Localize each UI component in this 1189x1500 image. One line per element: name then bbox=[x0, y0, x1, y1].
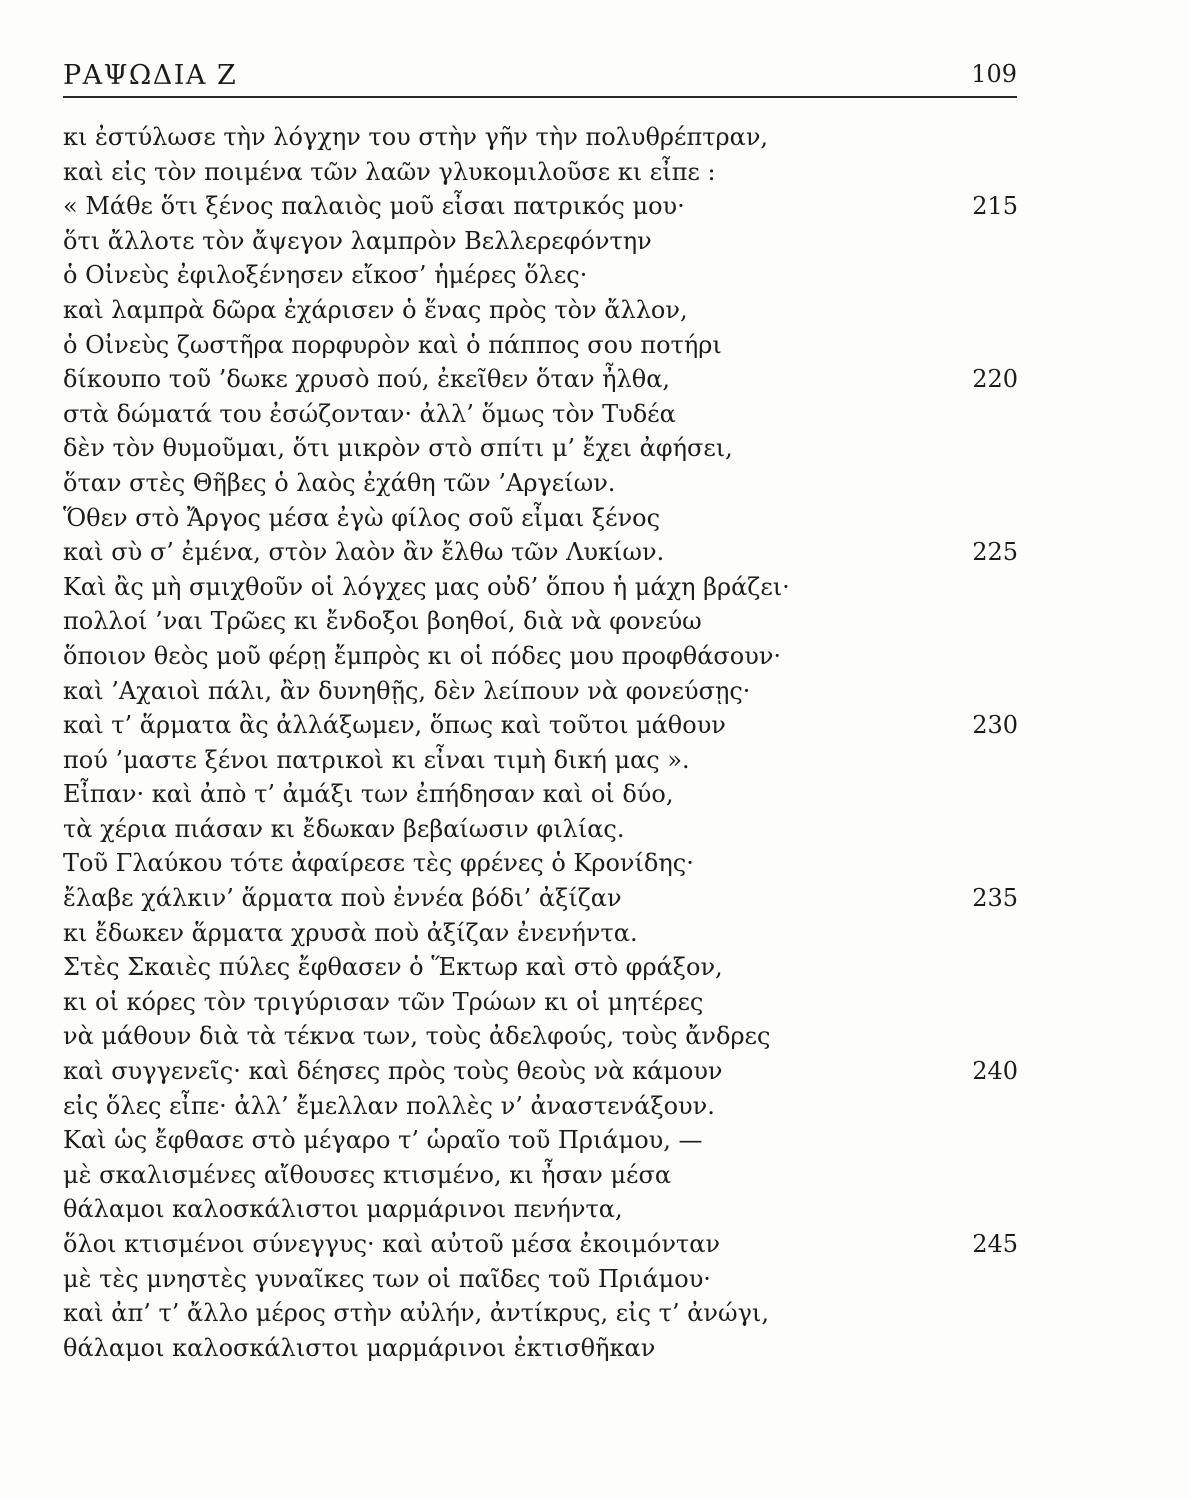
verse-line bbox=[63, 604, 1018, 639]
verse-text: ὁ Οἰνεὺς ἐφιλοξένησεν εἴκοσ’ ἡμέρες ὅλες· bbox=[63, 261, 588, 290]
verse-line bbox=[63, 466, 1018, 501]
verse-text: καὶ συγγενεῖς· καὶ δέησες πρὸς τοὺς θεοὺς νὰ κάμουν bbox=[63, 1057, 723, 1086]
verse-text: εἰς ὅλες εἶπε· ἀλλ’ ἔμελλαν πολλὲς ν’ ἀναστενάξουν. bbox=[63, 1091, 715, 1120]
verse-line bbox=[63, 639, 1018, 674]
verse-text: ὅποιον θεὸς μοῦ φέρῃ ἔμπρὸς κι οἱ πόδες μου προφθάσουν· bbox=[63, 641, 782, 670]
verse-text: πού ’μαστε ξένοι πατρικοὶ κι εἶναι τιμὴ δική μας ». bbox=[63, 745, 690, 774]
verse-line bbox=[63, 674, 1018, 709]
verse-number: 240 bbox=[972, 1057, 1018, 1086]
verse-line bbox=[63, 812, 1018, 847]
verse-text: ὅταν στὲς Θῆβες ὁ λαὸς ἐχάθη τῶν ’Αργείων. bbox=[63, 468, 616, 497]
verse-line bbox=[63, 846, 1018, 881]
verse-line bbox=[63, 777, 1018, 812]
verse-line bbox=[63, 120, 1018, 155]
verse-text: τὰ χέρια πιάσαν κι ἔδωκαν βεβαίωσιν φιλίας. bbox=[63, 814, 625, 843]
verse-text: καὶ λαμπρὰ δῶρα ἐχάρισεν ὁ ἕνας πρὸς τὸν ἄλλον, bbox=[63, 295, 688, 324]
verse-line bbox=[63, 1158, 1018, 1193]
verse-text: μὲ σκαλισμένες αἴθουσες κτισμένο, κι ἦσαν μέσα bbox=[63, 1160, 672, 1189]
verse-text: καὶ ’Αχαιοὶ πάλι, ἂν δυνηθῇς, δὲν λείπουν νὰ φονεύσῃς· bbox=[63, 676, 751, 705]
verse-line bbox=[63, 1054, 1018, 1089]
verse-line bbox=[63, 1331, 1018, 1366]
verse-text: « Μάθε ὅτι ξένος παλαιὸς μοῦ εἶσαι πατρικός μου· bbox=[63, 192, 685, 221]
verse-text: Καὶ ὡς ἔφθασε στὸ μέγαρο τ’ ὡραῖο τοῦ Πριάμου, — bbox=[63, 1126, 703, 1155]
verse-text: Τοῦ Γλαύκου τότε ἀφαίρεσε τὲς φρένες ὁ Κρονίδης· bbox=[63, 849, 694, 878]
verse-line bbox=[63, 950, 1018, 985]
verse-line bbox=[63, 1227, 1018, 1262]
verse-list bbox=[63, 120, 1018, 1365]
verse-number: 225 bbox=[972, 538, 1018, 567]
verse-text: μὲ τὲς μνηστὲς γυναῖκες των οἱ παῖδες τοῦ Πριάμου· bbox=[63, 1264, 711, 1293]
verse-text: στὰ δώματά του ἐσώζονταν· ἀλλ’ ὅμως τὸν Τυδέα bbox=[63, 399, 676, 428]
verse-line bbox=[63, 431, 1018, 466]
verse-text: θάλαμοι καλοσκάλιστοι μαρμάρινοι πενήντα, bbox=[63, 1195, 623, 1224]
verse-text: Εἶπαν· καὶ ἀπὸ τ’ ἀμάξι των ἐπήδησαν καὶ οἱ δύο, bbox=[63, 780, 674, 809]
verse-text: ἔλαβε χάλκιν’ ἅρματα ποὺ ἐννέα βόδι’ ἀξίζαν bbox=[63, 884, 622, 913]
verse-text: καὶ εἰς τὸν ποιμένα τῶν λαῶν γλυκομιλοῦσε κι εἶπε : bbox=[63, 157, 716, 186]
verse-line bbox=[63, 916, 1018, 951]
verse-text: Ὅθεν στὸ Ἄργος μέσα ἐγὼ φίλος σοῦ εἶμαι ξένος bbox=[63, 503, 661, 532]
verse-line bbox=[63, 570, 1018, 605]
book-title: ΡΑΨΩΔΙΑ Ζ bbox=[63, 60, 238, 91]
verse-line bbox=[63, 155, 1018, 190]
verse-text: ὁ Οἰνεὺς ζωστῆρα πορφυρὸν καὶ ὁ πάππος σου ποτήρι bbox=[63, 330, 722, 359]
verse-line bbox=[63, 1123, 1018, 1158]
running-head bbox=[63, 56, 1017, 98]
verse-line bbox=[63, 881, 1018, 916]
verse-text: θάλαμοι καλοσκάλιστοι μαρμάρινοι ἐκτισθῆκαν bbox=[63, 1333, 656, 1362]
verse-line bbox=[63, 1192, 1018, 1227]
verse-number: 220 bbox=[972, 365, 1018, 394]
verse-line bbox=[63, 985, 1018, 1020]
verse-line bbox=[63, 743, 1018, 778]
verse-line bbox=[63, 1262, 1018, 1297]
verse-number: 215 bbox=[972, 192, 1018, 221]
verse-line bbox=[63, 189, 1018, 224]
verse-line bbox=[63, 362, 1018, 397]
verse-number: 245 bbox=[972, 1230, 1018, 1258]
verse-text: νὰ μάθουν διὰ τὰ τέκνα των, τοὺς ἀδελφούς, τοὺς ἄνδρες bbox=[63, 1022, 771, 1051]
verse-text: κι ἐστύλωσε τὴν λόγχην του στὴν γῆν τὴν πολυθρέπτραν, bbox=[63, 123, 769, 151]
verse-line bbox=[63, 708, 1018, 743]
verse-text: καὶ σὺ σ’ ἐμένα, στὸν λαὸν ἂν ἔλθω τῶν Λυκίων. bbox=[63, 538, 665, 567]
verse-line bbox=[63, 535, 1018, 570]
verse-text: πολλοί ’ναι Τρῶες κι ἔνδοξοι βοηθοί, διὰ νὰ φονεύω bbox=[63, 607, 702, 636]
verse-line bbox=[63, 1019, 1018, 1054]
verse-text: ὅλοι κτισμένοι σύνεγγυς· καὶ αὐτοῦ μέσα ἐκοιμόνταν bbox=[63, 1230, 720, 1258]
verse-line bbox=[63, 397, 1018, 432]
verse-text: κι οἱ κόρες τὸν τριγύρισαν τῶν Τρώων κι οἱ μητέρες bbox=[63, 987, 704, 1016]
verse-line bbox=[63, 293, 1018, 328]
verse-line bbox=[63, 328, 1018, 363]
verse-number: 235 bbox=[972, 884, 1018, 913]
verse-text: Στὲς Σκαιὲς πύλες ἔφθασεν ὁ Ἕκτωρ καὶ στὸ φράξον, bbox=[63, 953, 723, 982]
verse-line bbox=[63, 258, 1018, 293]
verse-line bbox=[63, 224, 1018, 259]
verse-text: καὶ τ’ ἅρματα ἂς ἀλλάξωμεν, ὅπως καὶ τοῦτοι μάθουν bbox=[63, 711, 726, 740]
verse-line bbox=[63, 1089, 1018, 1124]
verse-text: κι ἔδωκεν ἅρματα χρυσὰ ποὺ ἀξίζαν ἐνενήντα. bbox=[63, 918, 638, 947]
verse-text: δὲν τὸν θυμοῦμαι, ὅτι μικρὸν στὸ σπίτι μ’ ἔχει ἀφήσει, bbox=[63, 434, 733, 463]
verse-number: 230 bbox=[972, 711, 1018, 740]
verse-line bbox=[63, 501, 1018, 536]
verse-text: ὅτι ἄλλοτε τὸν ἄψεγον λαμπρὸν Βελλερεφόντην bbox=[63, 226, 652, 255]
verse-line bbox=[63, 1296, 1018, 1331]
verse-text: Καὶ ἂς μὴ σμιχθοῦν οἱ λόγχες μας οὐδ’ ὅπου ἡ μάχη βράζει· bbox=[63, 572, 790, 601]
page-number: 109 bbox=[971, 60, 1017, 88]
verse-text: δίκουπο τοῦ ’δωκε χρυσὸ πού, ἐκεῖθεν ὅταν ἦλθα, bbox=[63, 365, 671, 394]
verse-text: καὶ ἀπ’ τ’ ἄλλο μέρος στὴν αὐλήν, ἀντίκρυς, εἰς τ’ ἀνώγι, bbox=[63, 1299, 769, 1328]
